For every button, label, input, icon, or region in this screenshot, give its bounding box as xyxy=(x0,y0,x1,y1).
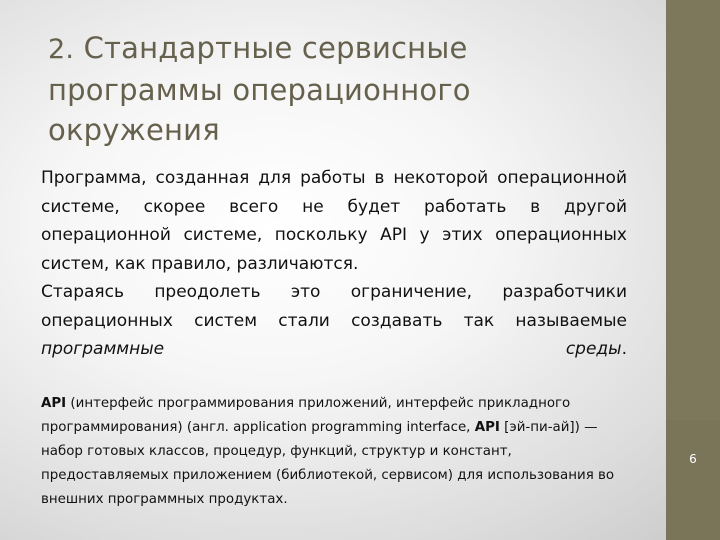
note-text-2: [эй-пи-ай]) — набор готовых классов, процедур, функций, структур и констант, предоставляемых приложением (библиотекой, сервисом) для использования во внешних программных продуктах. xyxy=(41,420,615,507)
api-term-2: API xyxy=(474,420,500,435)
paragraph-1: Программа, созданная для работы в некоторой операционной системе, скорее всего не будет работать в другой операционной системе, поскольку API у этих операционных систем, как правило, различаются. xyxy=(41,168,627,274)
main-text xyxy=(41,164,627,364)
italic-term-sredy: среды xyxy=(565,339,622,359)
side-band xyxy=(666,0,720,540)
title-text: Стандартные сервисные программы операционного окружения xyxy=(48,31,471,147)
paragraph-2 xyxy=(41,278,627,364)
side-band-top xyxy=(666,0,720,420)
paragraph-2-end: . xyxy=(621,339,627,359)
slide-title xyxy=(48,28,608,150)
api-definition-note xyxy=(41,392,641,512)
title-number: 2. xyxy=(48,34,75,65)
paragraph-2-text: Стараясь преодолеть это ограничение, разработчики операционных систем стали создавать так называемые xyxy=(41,282,627,331)
note-text-1: (интерфейс программирования приложений, интерфейс прикладного программирования) (англ. application programming interface, xyxy=(41,396,571,435)
italic-term-programmnye: программные xyxy=(41,339,165,359)
page-number: 6 xyxy=(689,452,697,466)
api-term-1: API xyxy=(41,396,67,411)
